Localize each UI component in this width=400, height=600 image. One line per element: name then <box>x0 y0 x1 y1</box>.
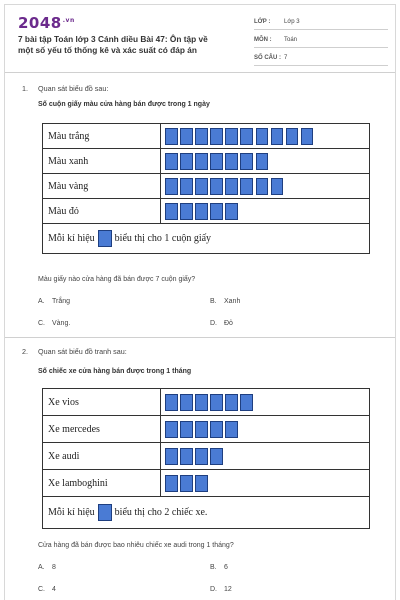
row-pictures <box>161 149 370 174</box>
pictograph-row <box>43 199 370 224</box>
row-label: Màu vàng <box>43 174 161 199</box>
car-icon <box>195 394 208 411</box>
option-text: 8 <box>52 564 56 571</box>
pictograph-table-2 <box>42 388 370 529</box>
meta-label: MÔN : <box>254 37 272 43</box>
question-1 <box>22 84 372 94</box>
option-letter: B. <box>210 298 217 305</box>
pictograph-key-row <box>43 497 370 529</box>
row-pictures <box>161 443 370 470</box>
car-icon <box>180 394 193 411</box>
paper-roll-icon <box>165 153 178 170</box>
paper-roll-icon <box>256 128 269 145</box>
paper-roll-icon <box>225 128 238 145</box>
question-2 <box>22 347 372 357</box>
question-text: Quan sát biểu đồ tranh sau: <box>38 347 127 356</box>
paper-roll-icon <box>195 153 208 170</box>
car-icon <box>195 448 208 465</box>
row-label: Xe audi <box>43 443 161 470</box>
paper-roll-icon <box>286 128 299 145</box>
car-icon <box>240 394 253 411</box>
option-text: 4 <box>52 586 56 593</box>
key-text-after: biểu thị cho 2 chiếc xe. <box>114 506 208 518</box>
pictograph-key <box>43 497 370 529</box>
paper-roll-icon <box>195 128 208 145</box>
paper-roll-icon <box>165 178 178 195</box>
row-pictures <box>161 389 370 416</box>
paper-roll-icon <box>271 178 284 195</box>
pictograph-row <box>43 416 370 443</box>
paper-roll-icon <box>256 178 269 195</box>
option-letter: A. <box>38 564 45 571</box>
paper-roll-icon <box>225 153 238 170</box>
row-pictures <box>161 174 370 199</box>
row-label: Xe mercedes <box>43 416 161 443</box>
paper-roll-icon <box>225 178 238 195</box>
pictograph-key-row <box>43 224 370 254</box>
car-icon <box>210 421 223 438</box>
divider <box>5 337 395 338</box>
option-text: Đỏ <box>224 320 233 327</box>
paper-roll-icon <box>210 128 223 145</box>
key-text-before: Mỗi kí hiệu <box>48 506 95 518</box>
row-pictures <box>161 124 370 149</box>
row-pictures <box>161 416 370 443</box>
car-icon <box>210 448 223 465</box>
meta-value: Toán <box>284 37 298 43</box>
car-icon <box>165 448 178 465</box>
option-letter: A. <box>38 298 45 305</box>
pictograph-row <box>43 443 370 470</box>
paper-roll-icon <box>195 203 208 220</box>
paper-roll-icon <box>195 178 208 195</box>
paper-roll-icon <box>165 128 178 145</box>
pictograph-row <box>43 124 370 149</box>
option-text: Xanh <box>224 298 241 305</box>
car-icon <box>225 394 238 411</box>
option-letter: D. <box>210 586 217 593</box>
meta-row-question-count <box>254 52 388 66</box>
option-text: Trắng <box>52 298 71 305</box>
car-icon <box>195 475 208 492</box>
car-icon <box>195 421 208 438</box>
answer-option-d[interactable] <box>210 586 232 593</box>
answer-option-a[interactable] <box>38 298 70 305</box>
site-logo[interactable]: $2048^{.vn}$ <box>18 14 75 32</box>
pictograph-row <box>43 470 370 497</box>
option-letter: B. <box>210 564 217 571</box>
option-text: 6 <box>224 564 228 571</box>
pictograph-row <box>43 389 370 416</box>
row-label: Xe vios <box>43 389 161 416</box>
pictograph-row <box>43 174 370 199</box>
row-label: Màu trắng <box>43 124 161 149</box>
pictograph-table-1 <box>42 123 370 254</box>
paper-roll-icon <box>180 128 193 145</box>
paper-roll-icon <box>240 128 253 145</box>
paper-roll-icon <box>256 153 269 170</box>
row-label: Màu đỏ <box>43 199 161 224</box>
car-icon <box>225 421 238 438</box>
meta-label: LỚP : <box>254 19 271 25</box>
question-text: Quan sát biểu đồ sau: <box>38 84 109 93</box>
key-text-after: biểu thị cho 1 cuộn giấy <box>114 232 212 244</box>
option-letter: C. <box>38 586 45 593</box>
document-header <box>18 14 388 74</box>
paper-roll-icon <box>210 153 223 170</box>
meta-label: SỐ CÂU : <box>254 55 281 61</box>
question-number: 2. <box>22 347 28 356</box>
paper-roll-icon <box>180 153 193 170</box>
paper-roll-icon <box>210 178 223 195</box>
pictograph-title: Số chiếc xe cửa hàng bán được trong 1 tháng <box>38 368 192 375</box>
paper-roll-icon <box>271 128 284 145</box>
document-title: 7 bài tập Toán lớp 3 Cánh diều Bài 47: Ôn tập về một số yếu tố thống kê và xác suất có đáp án <box>18 34 208 55</box>
car-icon <box>165 475 178 492</box>
pictograph-key <box>43 224 370 254</box>
paper-roll-icon <box>180 203 193 220</box>
option-text: 12 <box>224 586 232 593</box>
car-icon <box>98 504 112 521</box>
key-text-before: Mỗi kí hiệu <box>48 232 95 244</box>
pictograph-row <box>43 149 370 174</box>
car-icon <box>210 394 223 411</box>
answer-option-d[interactable] <box>210 320 233 327</box>
question-prompt: Cửa hàng đã bán được bao nhiêu chiếc xe audi trong 1 tháng? <box>38 542 234 549</box>
question-prompt: Màu giấy nào cửa hàng đã bán được 7 cuộn giấy? <box>38 276 196 283</box>
answer-option-a[interactable] <box>38 564 56 571</box>
meta-row-grade <box>254 16 388 30</box>
option-text: Vàng. <box>52 320 71 327</box>
paper-roll-icon <box>98 230 112 247</box>
question-number: 1. <box>22 84 28 93</box>
answer-option-c[interactable] <box>38 586 56 593</box>
car-icon <box>165 421 178 438</box>
answer-option-c[interactable] <box>38 320 70 327</box>
paper-roll-icon <box>210 203 223 220</box>
row-pictures <box>161 470 370 497</box>
car-icon <box>180 421 193 438</box>
answer-option-b[interactable] <box>210 564 228 571</box>
paper-roll-icon <box>180 178 193 195</box>
paper-roll-icon <box>240 153 253 170</box>
car-icon <box>180 475 193 492</box>
row-label: Màu xanh <box>43 149 161 174</box>
meta-value: 7 <box>284 55 288 61</box>
car-icon <box>180 448 193 465</box>
meta-value: Lớp 3 <box>284 19 300 25</box>
answer-option-b[interactable] <box>210 298 240 305</box>
pictograph-title: Số cuộn giấy màu cửa hàng bán được trong 1 ngày <box>38 101 210 108</box>
meta-row-subject <box>254 34 388 48</box>
row-label: Xe lamboghini <box>43 470 161 497</box>
option-letter: C. <box>38 320 45 327</box>
paper-roll-icon <box>225 203 238 220</box>
paper-roll-icon <box>301 128 314 145</box>
option-letter: D. <box>210 320 217 327</box>
paper-roll-icon <box>240 178 253 195</box>
divider <box>5 72 395 73</box>
row-pictures <box>161 199 370 224</box>
car-icon <box>165 394 178 411</box>
paper-roll-icon <box>165 203 178 220</box>
document-meta <box>254 16 388 70</box>
